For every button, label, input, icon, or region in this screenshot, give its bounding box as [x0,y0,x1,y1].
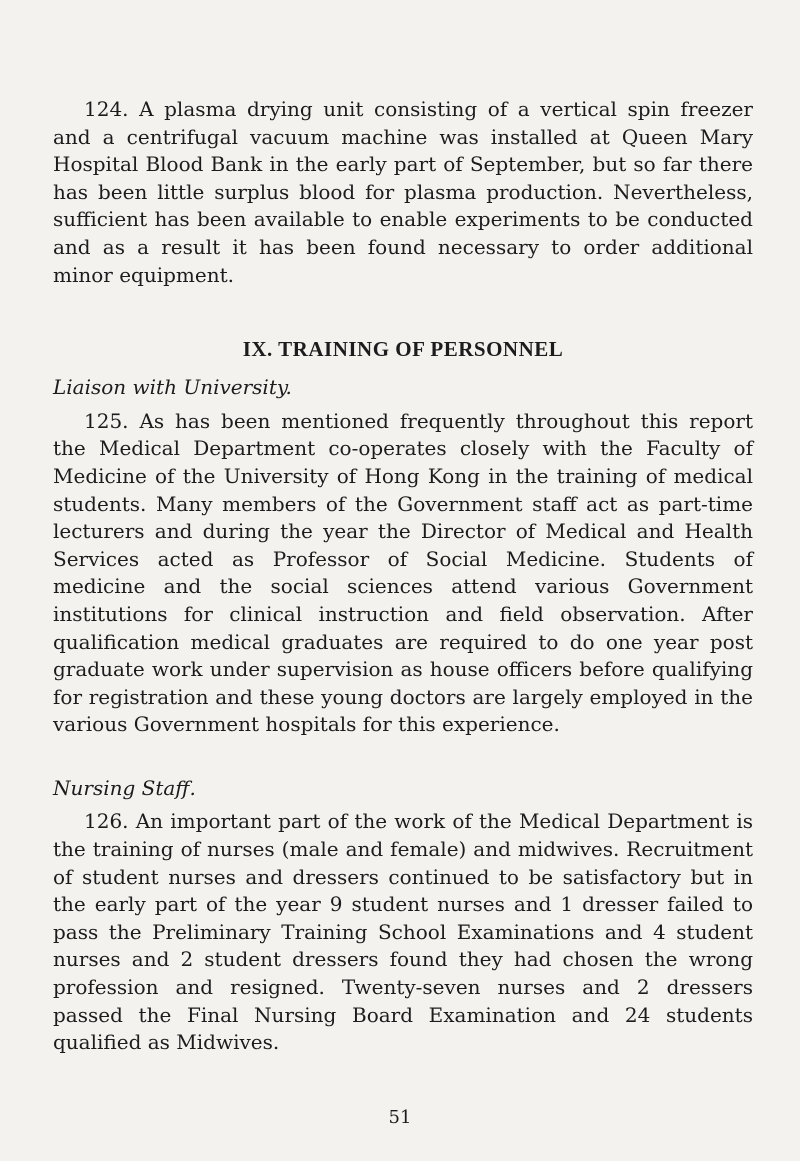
paragraph-125: 125. As has been mentioned frequently throughout this report the Medical Department co-operates closely with the Faculty of Medicine of the University of Hong Kong in the training of medical students. Many members of the Government staff act as part-time lecturers and during the year the Director of Medical and Health Services acted as Professor of Social Medicine. Students of medicine and the social sciences attend various Government institutions for clinical instruction and field observation. After qualification medical graduates are required to do one year post graduate work under supervision as house officers before qualifying for registration and these young doctors are largely employed in the various Government hospitals for this experience. [53,408,753,737]
document-page [53,96,753,1057]
subheading-nursing: Nursing Staff. [53,775,196,800]
page-number: 51 [388,1107,412,1128]
paragraph-124: 124. A plasma drying unit consisting of a vertical spin freezer and a centrifugal vacuum machine was installed at Queen Mary Hospital Blood Bank in the early part of September, but so far there has been little surplus blood for plasma production. Nevertheless, sufficient has been available to enable experiments to be conducted and as a result it has been found necessary to order additional minor equipment. [53,97,753,287]
subheading-liaison: Liaison with University. [53,375,292,400]
paragraph-126: 126. An important part of the work of the Medical Department is the training of nurses (male and female) and midwives. Recruitment of student nurses and dressers continued to be satisfactory but in the early part of the year 9 student nurses and 1 dresser failed to pass the Preliminary Training School Examinations and 4 student nurses and 2 student dressers found they had chosen the wrong profession and resigned. Twenty-seven nurses and 2 dressers passed the Final Nursing Board Examination and 24 students qualified as Midwives. [53,809,753,1055]
section-heading: IX. TRAINING OF PERSONNEL [242,337,564,362]
